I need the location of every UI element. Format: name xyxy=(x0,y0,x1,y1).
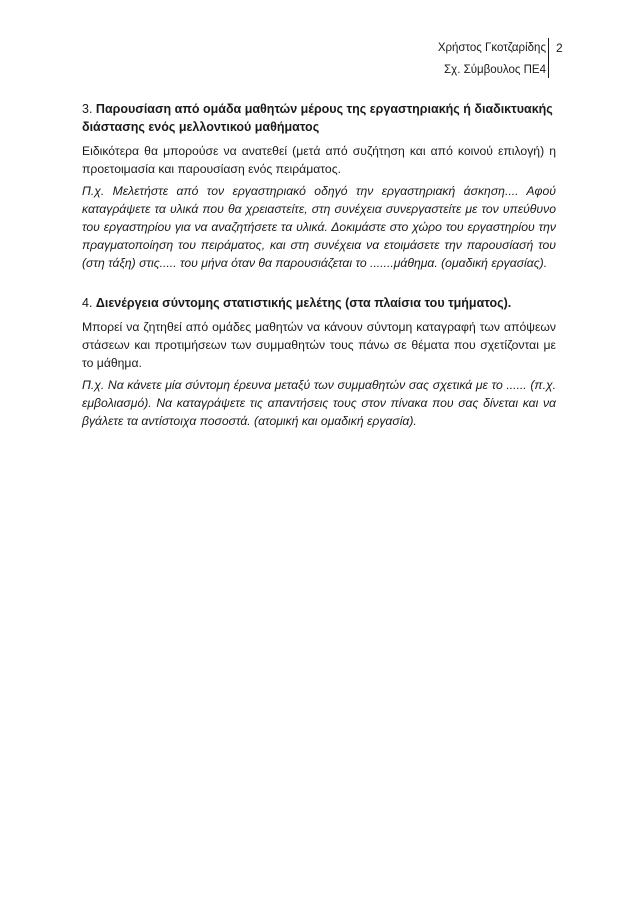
header-divider xyxy=(548,38,549,78)
header-role: Σχ. Σύμβουλος ΠΕ4 xyxy=(444,64,546,76)
section-example: Π.χ. Μελετήστε από τον εργαστηριακό οδηγό την εργαστηριακή άσκηση.... Αφού καταγράψετε τα υλικά που θα χρειαστείτε, στη συνέχεια συνεργαστείτε με τον υπεύθυνο του εργαστηρίου για να αναζητήσετε τα υλικά. Δοκιμάστε στο χώρο του εργαστηρίου την πραγματοποίηση του πειράματος, και στη συνέχεια να ετοιμάσετε την παρουσίασή του (στη τάξη) στις..... του μήνα όταν θα παρουσιάζεται το .......μάθημα. (ομαδική εργασίας). xyxy=(82,184,556,270)
section-heading xyxy=(82,100,556,136)
page-header xyxy=(0,42,638,82)
header-author: Χρήστος Γκοτζαρίδης xyxy=(437,42,546,54)
section-4 xyxy=(82,294,556,430)
section-heading xyxy=(82,294,556,312)
section-3 xyxy=(82,100,556,272)
section-title: Διενέργεια σύντομης στατιστικής μελέτης (στα πλαίσια του τμήματος). xyxy=(95,296,512,310)
section-title: Παρουσίαση από ομάδα μαθητών μέρους της εργαστηριακής ή διαδικτυακής διάστασης ενός μελλοντικού μαθήματος xyxy=(82,102,553,134)
section-paragraph: Ειδικότερα θα μπορούσε να ανατεθεί (μετά από συζήτηση και από κοινού επιλογή) η προετοιμασία και παρουσίαση ενός πειράματος. xyxy=(82,144,556,176)
section-number: 3. xyxy=(82,102,93,116)
section-paragraph: Μπορεί να ζητηθεί από ομάδες μαθητών να κάνουν σύντομη καταγραφή των απόψεων στάσεων και προτιμήσεων των συμμαθητών τους πάνω σε θέματα που σχετίζονται με το μάθημα. xyxy=(82,320,556,370)
section-number: 4. xyxy=(82,296,93,310)
section-example: Π.χ. Να κάνετε μία σύντομη έρευνα μεταξύ των συμμαθητών σας σχετικά με το ...... (π.χ. εμβολιασμό). Να καταγράψετε τις απαντήσεις τους στον πίνακα που σας δίνεται και να βγάλετε τα αντίστοιχα ποσοστά. (ατομική και ομαδική εργασία). xyxy=(82,378,556,428)
page-number: 2 xyxy=(556,41,563,55)
document-body xyxy=(82,100,556,430)
